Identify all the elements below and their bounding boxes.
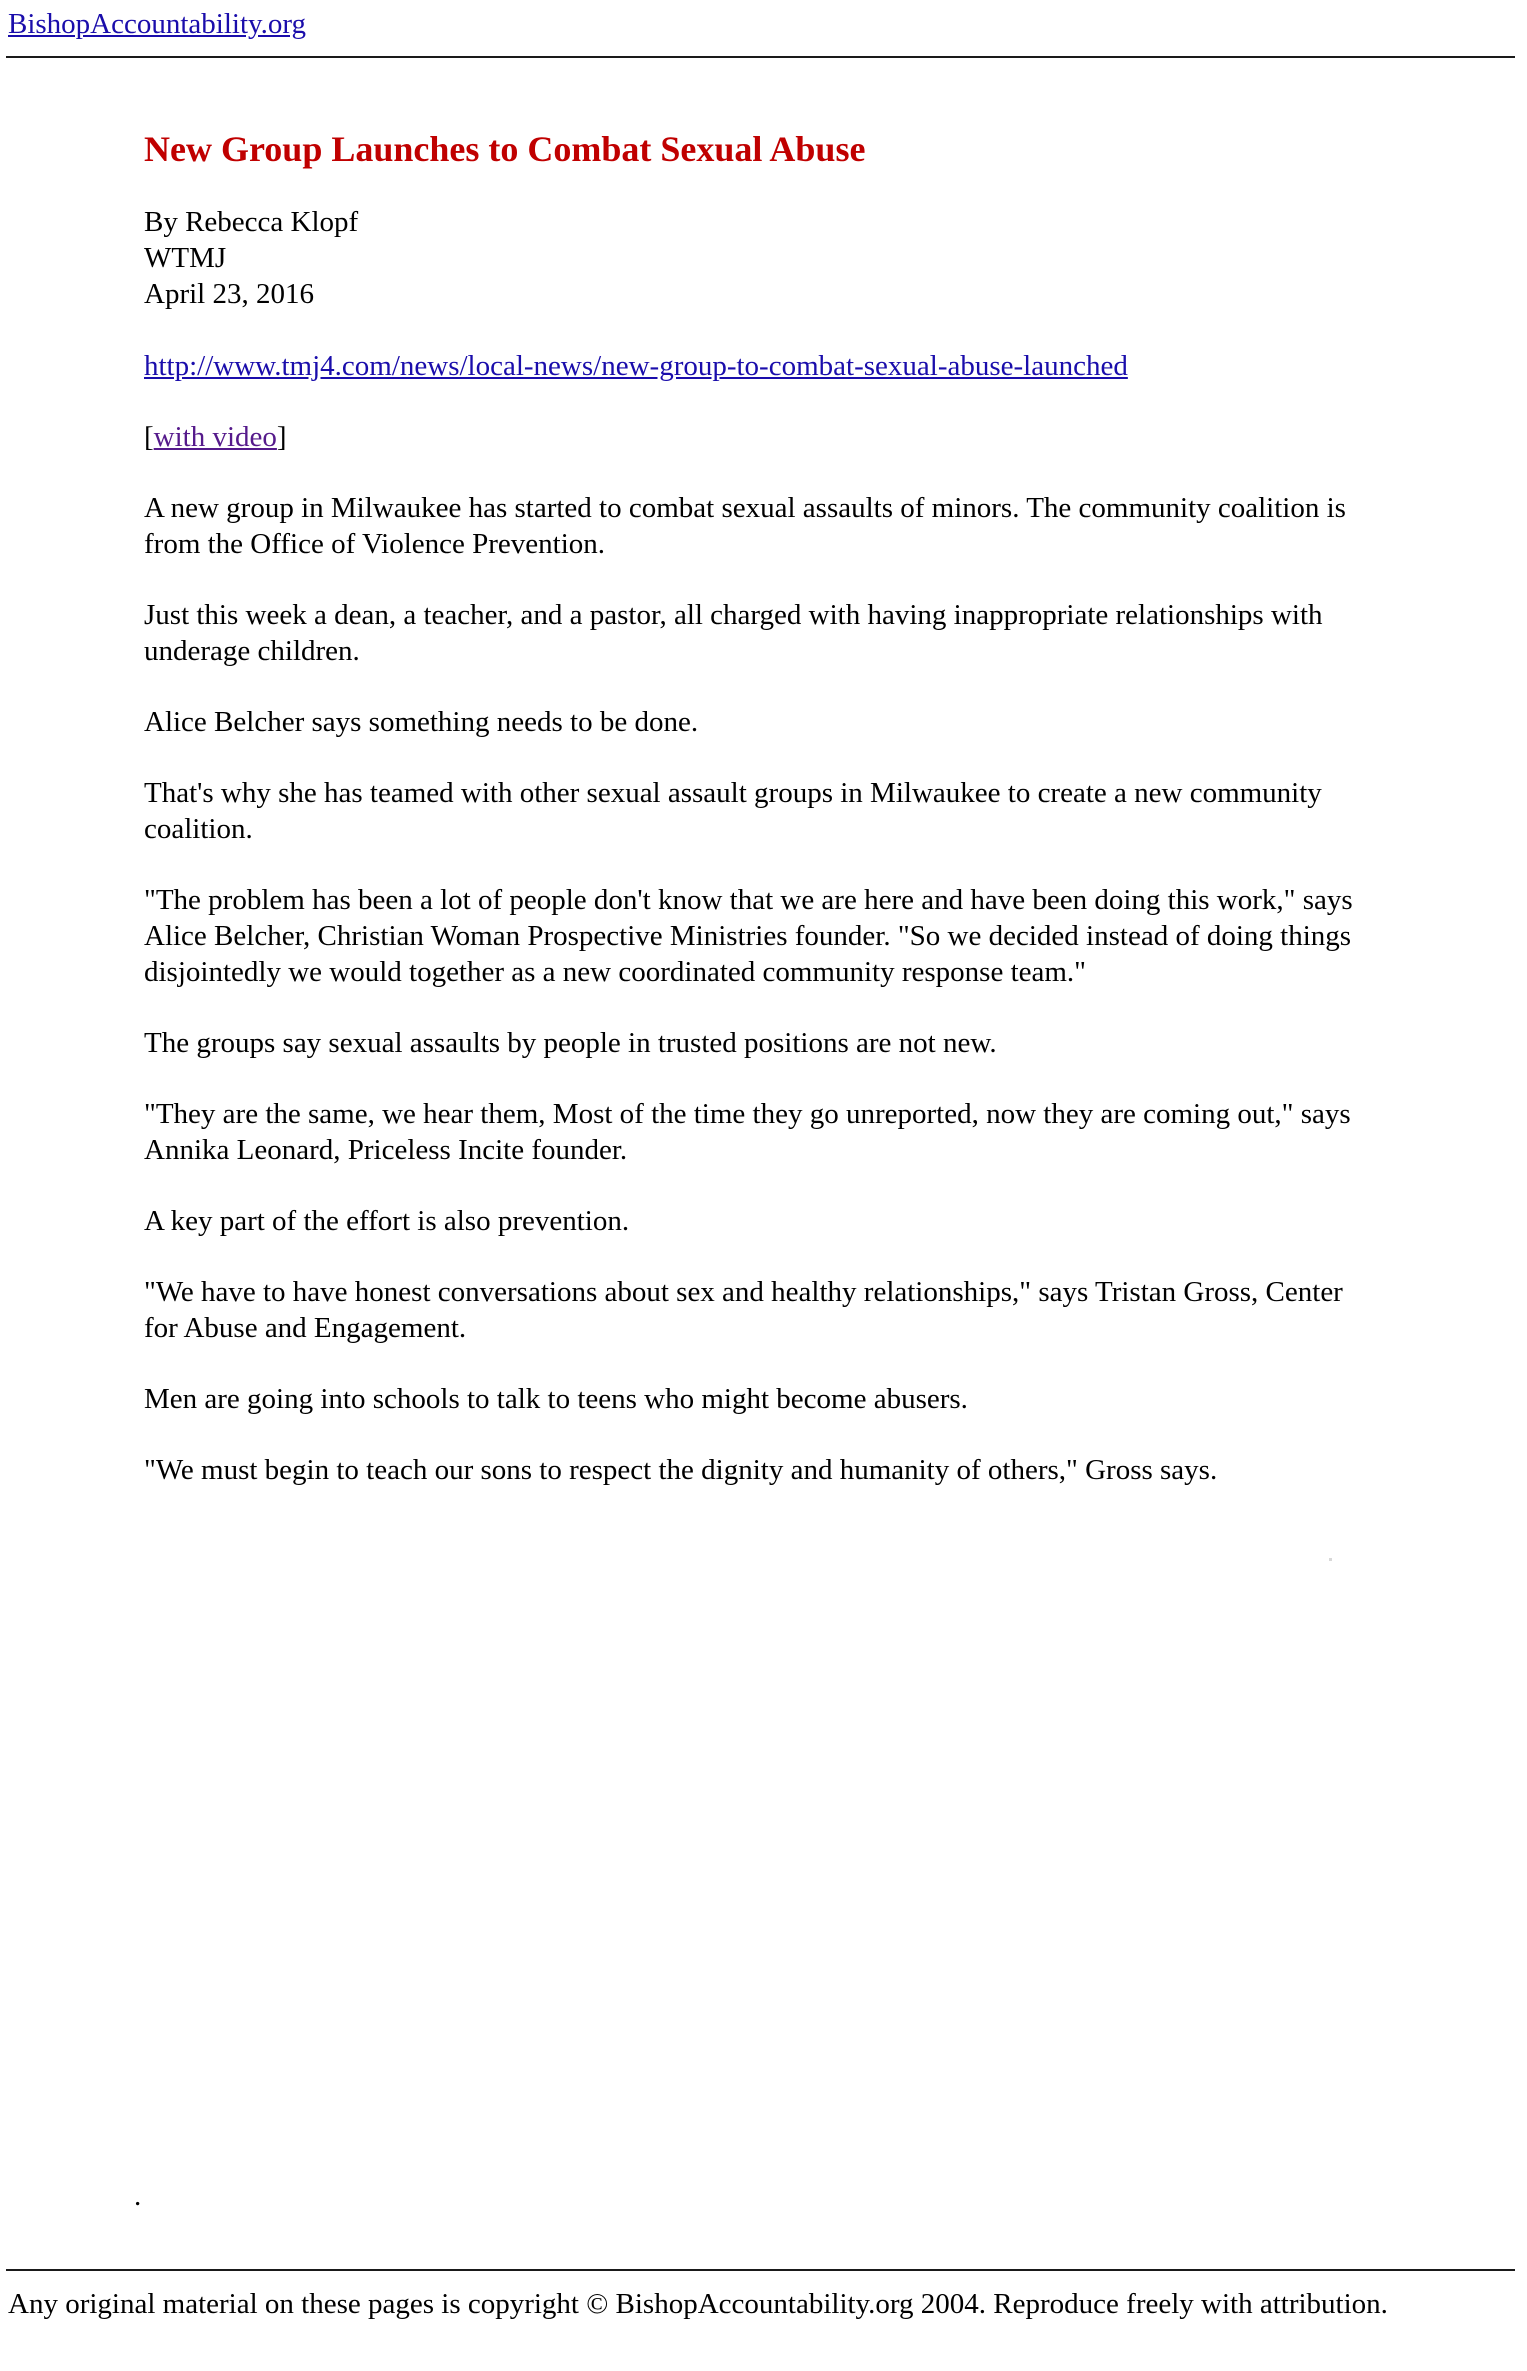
article-paragraph: "The problem has been a lot of people don't know that we are here and have been doing this work," says Alice Belcher, Christian Woman Prospective Ministries founder. "So we decided instead of doing things disjointedly we would together as a new coordinated community response team." <box>144 884 1353 988</box>
article-paragraph: A key part of the effort is also prevention. <box>144 1205 630 1237</box>
article-paragraph: That's why she has teamed with other sexual assault groups in Milwaukee to create a new community coalition. <box>144 777 1322 845</box>
article-outlet: WTMJ <box>144 242 227 274</box>
video-bracket-close: ] <box>276 421 287 453</box>
article-title: New Group Launches to Combat Sexual Abuse <box>144 129 866 169</box>
article-paragraph: The groups say sexual assaults by people in trusted positions are not new. <box>144 1027 997 1059</box>
article <box>144 124 1374 1523</box>
site-home-link[interactable]: BishopAccountability.org <box>8 8 307 40</box>
article-paragraph: "They are the same, we hear them, Most of the time they go unreported, now they are coming out," says Annika Leonard, Priceless Incite founder. <box>144 1098 1351 1166</box>
article-paragraph: Men are going into schools to talk to teens who might become abusers. <box>144 1383 968 1415</box>
header-divider <box>6 56 1515 58</box>
byline <box>144 204 1374 312</box>
video-bracket-open: [ <box>144 421 154 453</box>
article-author: By Rebecca Klopf <box>144 206 359 238</box>
article-paragraph: Alice Belcher says something needs to be done. <box>144 706 699 738</box>
source-url-paragraph <box>144 348 1374 384</box>
source-url-link[interactable]: http://www.tmj4.com/news/local-news/new-group-to-combat-sexual-abuse-launched <box>144 350 1128 382</box>
stray-period: . <box>134 2180 142 2212</box>
article-paragraph: "We have to have honest conversations about sex and healthy relationships," says Tristan Gross, Center for Abuse and Engagement. <box>144 1276 1343 1344</box>
video-note <box>144 419 1374 455</box>
with-video-link[interactable]: with video <box>153 421 277 453</box>
article-paragraph: Just this week a dean, a teacher, and a pastor, all charged with having inappropriate relationships with underage children. <box>144 599 1323 667</box>
spacer-pixel <box>1329 1558 1332 1561</box>
article-paragraph: "We must begin to teach our sons to respect the dignity and humanity of others," Gross says. <box>144 1454 1218 1486</box>
article-date: April 23, 2016 <box>144 278 314 310</box>
article-paragraph: A new group in Milwaukee has started to combat sexual assaults of minors. The community coalition is from the Office of Violence Prevention. <box>144 492 1346 560</box>
copyright-footer: Any original material on these pages is copyright © BishopAccountability.org 2004. Reproduce freely with attribution. <box>8 2288 1388 2320</box>
footer-divider <box>6 2269 1515 2271</box>
